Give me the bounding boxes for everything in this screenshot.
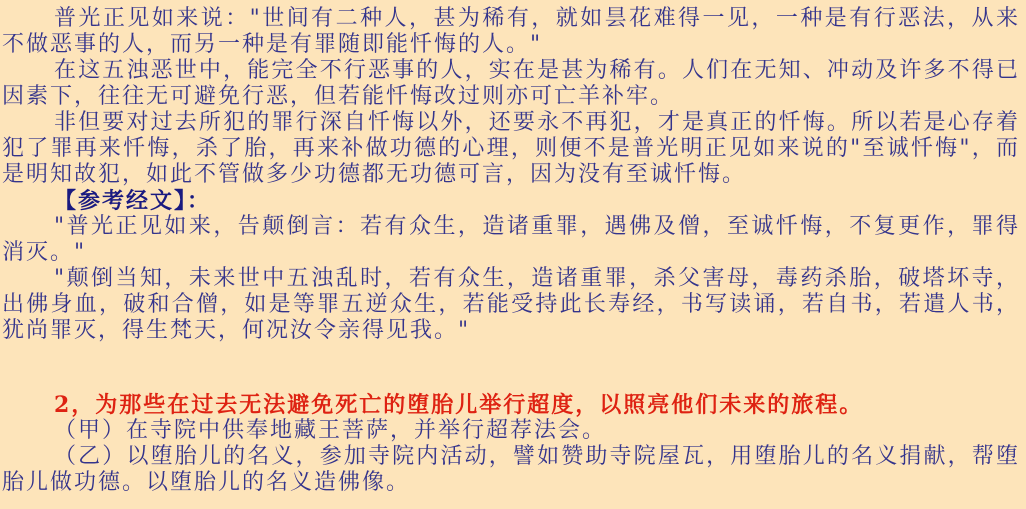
list-item-yi: （乙）以堕胎儿的名义，参加寺院内活动，譬如赞助寺院屋瓦，用堕胎儿的名义捐献，帮堕胎儿做功德。以堕胎儿的名义造佛像。 <box>2 444 1020 495</box>
reference-scripture-header: 【参考经文】： <box>54 188 212 214</box>
paragraph-scripture-quote-1: "普光正见如来，告颠倒言：若有众生，造诸重罪，遇佛及僧，至诚忏悔，不复更作，罪得消灭。" <box>2 214 1020 265</box>
section-heading-item-2: 2，为那些在过去无法避免死亡的堕胎儿举行超度，以照亮他们未来的旅程。 <box>54 392 864 418</box>
document-body <box>2 6 1020 496</box>
paragraph-true-repentance: 非但要对过去所犯的罪行深自忏悔以外，还要永不再犯，才是真正的忏悔。所以若是心存着犯了罪再来忏悔，杀了胎，再来补做功德的心理，则便不是普光明正见如来说的"至诚忏悔"，而是明知故犯，如此不管做多少功德都无功德可言，因为没有至诚忏悔。 <box>2 110 1020 187</box>
list-item-jia: （甲）在寺院中供奉地藏王菩萨，并举行超荐法会。 <box>54 418 607 443</box>
paragraph-scripture-quote-2: "颠倒当知，未来世中五浊乱时，若有众生，造诸重罪，杀父害母，毒药杀胎，破塔坏寺，出佛身血，破和合僧，如是等罪五逆众生，若能受持此长寿经，书写读诵，若自书，若遣人书，犹尚罪灭，得生梵天，何况汝令亲得见我。" <box>2 266 1020 343</box>
paragraph-five-turbid-world: 在这五浊恶世中，能完全不行恶事的人，实在是甚为稀有。人们在无知、冲动及许多不得已因素下，往往无可避免行恶，但若能忏悔改过则亦可亡羊补牢。 <box>2 58 1020 109</box>
paragraph-sutra-intro: 普光正见如来说："世间有二种人，甚为稀有，就如昙花难得一见，一种是有行恶法，从来不做恶事的人，而另一种是有罪随即能忏悔的人。" <box>2 6 1020 57</box>
